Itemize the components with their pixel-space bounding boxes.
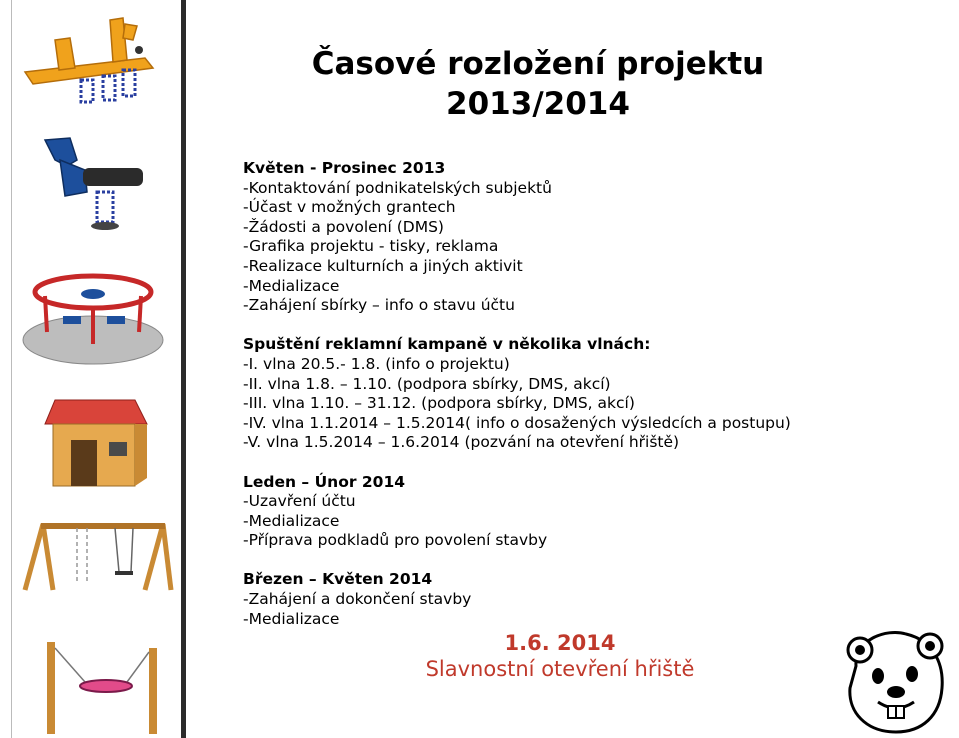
sidebar-thin-line [11, 0, 12, 738]
list-item: -Grafika projektu - tisky, reklama [243, 237, 499, 256]
nest-swing-icon [15, 636, 175, 736]
list-item: -Medializace [243, 276, 340, 295]
list-item: -V. vlna 1.5.2014 – 1.6.2014 (pozvání na otevření hřiště) [243, 433, 680, 452]
list-item: -Medializace [243, 609, 340, 628]
opening-date: 1.6. 2014 [504, 631, 616, 655]
section-heading: Spuštění reklamní kampaně v několika vlnách: [243, 335, 651, 354]
list-item: -IV. vlna 1.1.2014 – 1.5.2014( info o dosažených výsledcích a postupu) [243, 413, 791, 432]
section-january-february-2014 [243, 473, 883, 551]
list-item: -Žádosti a povolení (DMS) [243, 217, 444, 236]
list-item: -I. vlna 20.5.- 1.8. (info o projektu) [243, 354, 510, 373]
list-item: -Medializace [243, 511, 340, 530]
section-heading: Březen – Květen 2014 [243, 570, 433, 589]
opening-event: Slavnostní otevření hřiště [425, 657, 695, 681]
playground-sidebar [0, 0, 186, 738]
play-house-icon [15, 390, 165, 500]
list-item: -II. vlna 1.8. – 1.10. (podpora sbírky, DMS, akcí) [243, 374, 611, 393]
list-item: -Realizace kulturních a jiných aktivit [243, 256, 523, 275]
list-item: -Účast v možných grantech [243, 198, 456, 217]
schedule-content [243, 159, 883, 629]
list-item: -Uzavření účtu [243, 492, 356, 511]
sidebar-divider [181, 0, 186, 738]
title-line-1: Časové rozložení projektu [311, 46, 765, 82]
carousel-icon [15, 262, 165, 372]
section-heading: Květen - Prosinec 2013 [243, 159, 446, 177]
list-item: -III. vlna 1.10. – 31.12. (podpora sbírky, DMS, akcí) [243, 394, 635, 413]
beaver-mascot-icon [836, 626, 954, 736]
list-item: -Zahájení a dokončení stavby [243, 590, 472, 609]
list-item: -Kontaktování podnikatelských subjektů [243, 178, 552, 197]
section-may-december-2013 [243, 159, 883, 316]
spring-rocker-horse-icon [15, 130, 165, 240]
title-line-2: 2013/2014 [446, 86, 630, 122]
list-item: -Příprava podkladů pro povolení stavby [243, 531, 548, 550]
section-march-may-2014 [243, 570, 883, 629]
section-heading: Leden – Únor 2014 [243, 472, 406, 491]
page-title [270, 44, 806, 124]
section-campaign-waves [243, 335, 883, 453]
spring-rocker-plane-icon [15, 10, 165, 110]
swing-set-icon [15, 516, 175, 596]
list-item: -Zahájení sbírky – info o stavu účtu [243, 296, 515, 315]
